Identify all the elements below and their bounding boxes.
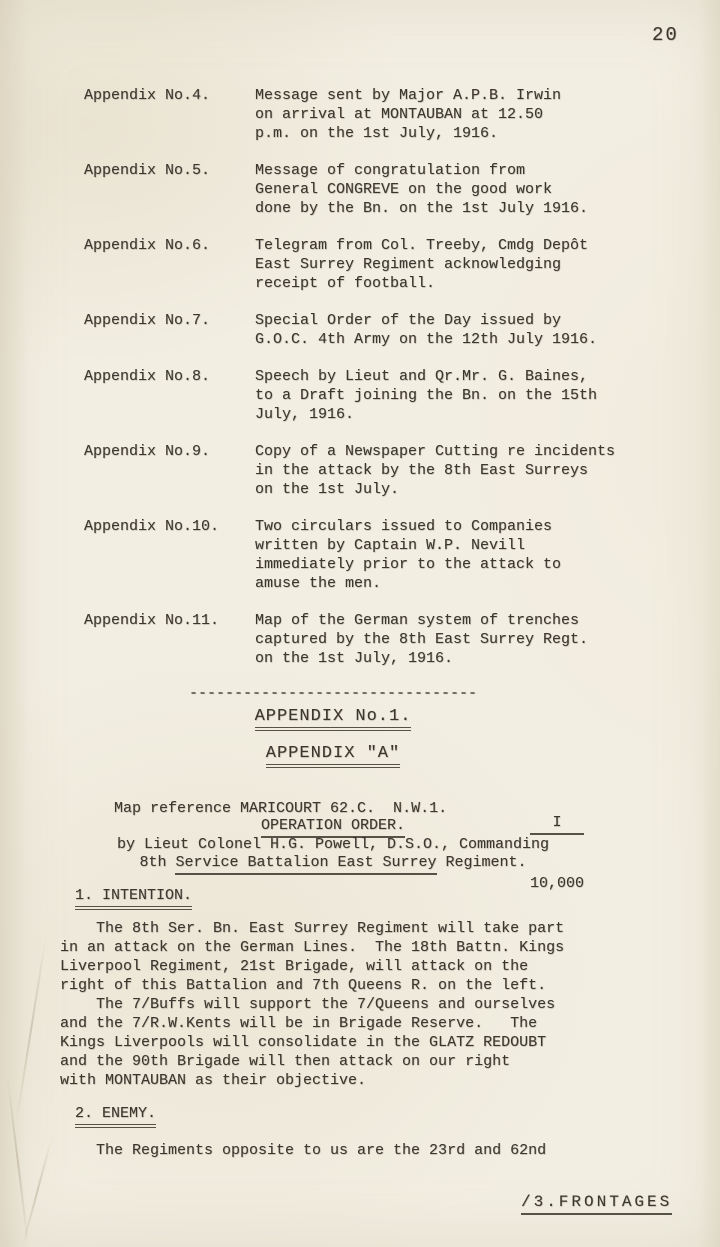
body-line: and the 90th Brigade will then attack on our right bbox=[60, 1053, 511, 1070]
appendix-label: Appendix No.5. bbox=[84, 162, 211, 179]
body-line: right of this Battalion and 7th Queens R. on the left. bbox=[60, 977, 547, 994]
appendix-description bbox=[255, 236, 588, 293]
appendix-entry bbox=[84, 311, 615, 349]
section-2-heading bbox=[75, 1104, 156, 1128]
appendix-label: Appendix No.4. bbox=[84, 87, 211, 104]
appendix-label: Appendix No.11. bbox=[84, 612, 220, 629]
appendix-description bbox=[255, 86, 561, 143]
appendix-desc-line: Speech by Lieut and Qr.Mr. G. Baines, bbox=[255, 368, 589, 385]
appendix-entry bbox=[84, 611, 615, 668]
page-number: 20 bbox=[652, 24, 679, 46]
appendix-label: Appendix No.8. bbox=[84, 368, 211, 385]
unit-suffix: Regiment. bbox=[436, 854, 527, 871]
appendix-desc-line: General CONGREVE on the good work bbox=[255, 181, 553, 198]
appendix-desc-line: done by the Bn. on the 1st July 1916. bbox=[255, 200, 589, 217]
body-line: The 8th Ser. Bn. East Surrey Regiment will take part bbox=[60, 920, 565, 937]
appendix-entry bbox=[84, 367, 615, 424]
appendix-description bbox=[255, 517, 561, 593]
appendix1-title bbox=[0, 707, 666, 731]
appendix-desc-line: Message of congratulation from bbox=[255, 162, 526, 179]
appendix-desc-line: receipt of football. bbox=[255, 275, 436, 292]
appendix-desc-line: East Surrey Regiment acknowledging bbox=[255, 256, 562, 273]
appendix-desc-line: in the attack by the 8th East Surreys bbox=[255, 462, 589, 479]
appendix-entry bbox=[84, 442, 615, 499]
appendix-desc-line: Two circulars issued to Companies bbox=[255, 518, 553, 535]
section-2-body bbox=[60, 1141, 546, 1160]
section-1-body bbox=[60, 919, 564, 1090]
appendix-desc-line: immediately prior to the attack to bbox=[255, 556, 562, 573]
appendix-desc-line: Telegram from Col. Treeby, Cmdg Depôt bbox=[255, 237, 589, 254]
appendix-label: Appendix No.7. bbox=[84, 312, 211, 329]
appendix-entry bbox=[84, 161, 615, 218]
section-1-heading-text: 1. INTENTION. bbox=[75, 886, 192, 910]
appendix-desc-line: G.O.C. 4th Army on the 12th July 1916. bbox=[255, 331, 598, 348]
continuation-catchword bbox=[521, 1193, 672, 1215]
appendix-desc-line: amuse the men. bbox=[255, 575, 382, 592]
appendix1-subtitle-text: APPENDIX "A" bbox=[266, 744, 400, 768]
continuation-text: /3.FRONTAGES bbox=[521, 1193, 672, 1215]
section-2-heading-text: 2. ENEMY. bbox=[75, 1104, 156, 1128]
map-reference-text: Map reference MARICOURT 62.C. N.W.1. bbox=[114, 800, 448, 817]
appendix-desc-line: Copy of a Newspaper Cutting re incidents bbox=[255, 443, 616, 460]
operation-order-title-text: OPERATION ORDER. bbox=[261, 816, 405, 838]
appendix-desc-line: Message sent by Major A.P.B. Irwin bbox=[255, 87, 562, 104]
appendix-entry bbox=[84, 236, 615, 293]
map-scale-numerator: I bbox=[530, 813, 584, 835]
appendix-desc-line: p.m. on the 1st July, 1916. bbox=[255, 125, 499, 142]
appendix-desc-line: written by Captain W.P. Nevill bbox=[255, 537, 526, 554]
appendix-description bbox=[255, 367, 597, 424]
body-line: and the 7/R.W.Kents will be in Brigade Reserve. The bbox=[60, 1015, 538, 1032]
appendix-desc-line: on the 1st July, 1916. bbox=[255, 650, 454, 667]
appendix-description bbox=[255, 161, 588, 218]
appendix-label: Appendix No.9. bbox=[84, 443, 211, 460]
map-scale-denominator: 10,000 bbox=[530, 875, 585, 892]
appendix-desc-line: July, 1916. bbox=[255, 406, 355, 423]
unit-prefix: 8th bbox=[139, 854, 176, 871]
appendix-entry bbox=[84, 517, 615, 593]
appendix-desc-line: Map of the German system of trenches bbox=[255, 612, 580, 629]
appendix-label: Appendix No.10. bbox=[84, 518, 220, 535]
body-line: with MONTAUBAN as their objective. bbox=[60, 1072, 367, 1089]
appendix-desc-line: to a Draft joining the Bn. on the 15th bbox=[255, 387, 598, 404]
operation-order-byline: by Lieut Colonel H.G. Powell, D.S.O., Commanding bbox=[116, 836, 550, 853]
separator-dashes: -------------------------------- bbox=[188, 685, 478, 702]
appendix-entry bbox=[84, 86, 615, 143]
unit-underlined: Service Battalion East Surrey bbox=[175, 853, 436, 875]
paper-crease bbox=[21, 1137, 53, 1247]
body-line: Kings Liverpools will consolidate in the GLATZ REDOUBT bbox=[60, 1034, 547, 1051]
paper-crease bbox=[15, 936, 47, 1124]
appendix-desc-line: on arrival at MONTAUBAN at 12.50 bbox=[255, 106, 544, 123]
body-line: The 7/Buffs will support the 7/Queens and ourselves bbox=[60, 996, 556, 1013]
appendix-description bbox=[255, 442, 615, 499]
appendix-desc-line: on the 1st July. bbox=[255, 481, 400, 498]
body-line: The Regiments opposite to us are the 23rd and 62nd bbox=[60, 1142, 547, 1159]
body-line: in an attack on the German Lines. The 18th Battn. Kings bbox=[60, 939, 565, 956]
body-line: Liverpool Regiment, 21st Brigade, will attack on the bbox=[60, 958, 529, 975]
appendix-desc-line: captured by the 8th East Surrey Regt. bbox=[255, 631, 589, 648]
section-1-heading bbox=[75, 886, 192, 910]
appendix1-subtitle bbox=[0, 744, 666, 768]
appendix1-title-text: APPENDIX No.1. bbox=[255, 707, 412, 731]
appendix-description bbox=[255, 311, 597, 349]
paper-crease bbox=[6, 1076, 29, 1247]
appendix-desc-line: Special Order of the Day issued by bbox=[255, 312, 562, 329]
appendix-label: Appendix No.6. bbox=[84, 237, 211, 254]
appendix-list bbox=[84, 86, 615, 686]
operation-order-unit bbox=[0, 853, 666, 875]
appendix-description bbox=[255, 611, 588, 668]
